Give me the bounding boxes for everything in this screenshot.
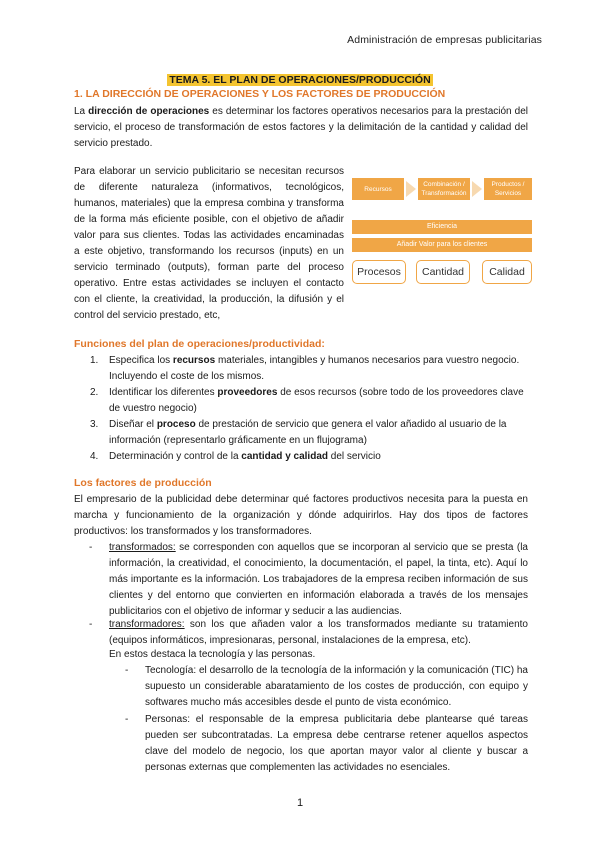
arrow-right-icon (472, 181, 482, 197)
factor-transformed-text: se corresponden con aquellos que se incorporan al servicio que se presta (la información, la creatividad, el conocimiento, la documentación, el papel, la tinta, etc). Aquí lo más importante es la información. Los trabajadores de la empresa reciben información de sus clientes y del entorno que convierten en información elaborada a través de los mensajes publicitarios con el objetivo de informar y seducir a las audiencias. (109, 542, 528, 617)
diagram-step-transformation: Combinación / Transformación (418, 178, 470, 200)
factor-transformers-text: son los que añaden valor a los transformados mediante su tratamiento (equipos informáticos, impresionaras, personal, instalaciones de la empresa, etc). (109, 619, 528, 646)
list-text-pre: Diseñar el (109, 419, 157, 430)
running-header: Administración de empresas publicitarias (347, 34, 542, 46)
list-number: 4. (90, 451, 99, 462)
intro-bold-term: dirección de operaciones (88, 106, 210, 117)
list-text-pre: Especifica los (109, 355, 173, 366)
diagram-box-processes: Procesos (352, 260, 406, 284)
arrow-right-icon (406, 181, 416, 197)
list-text-post: materiales, intangibles y humanos necesarios para vuestro negocio. Incluyendo el coste de los mismos. (109, 355, 520, 382)
technology-text: Tecnología: el desarrollo de la tecnología de la información y la comunicación (TIC) ha supuesto un considerable abaratamiento de los costes de producción, con equipo y softwares mucho más accesibles desde el punto de vista económico. (145, 665, 528, 708)
list-text-pre: Identificar los diferentes (109, 387, 218, 398)
diagram-step-resources: Recursos (352, 178, 404, 200)
list-text-post: de esos recursos (sobre todo de los proveedores clave de vuestro negocio) (109, 387, 524, 414)
intro-post: es determinar los factores operativos necesarios para la prestación del servicio, el proceso de transformación de estos factores y la delimitación de la cantidad y calidad del servicio prestado. (74, 106, 528, 149)
diagram-box-quality: Calidad (482, 260, 532, 284)
process-paragraph: Para elaborar un servicio publicitario se necesitan recursos de diferente naturaleza (informativos, tecnológicos, humanos, materiales) que la empresa combina y transforma de la forma más eficiente posible, con el objetivo de añadir valor para sus clientes. Todas las actividades encaminadas a este objetivo, transformando los recursos (inputs) en un servicio terminado (outputs), forman parte del proceso operativo. Entre estas actividades se incluyen el contacto con el cliente, la creatividad, la producción, la difusión y el control del servicio prestado, etc, (74, 166, 344, 321)
list-number: 2. (90, 387, 99, 398)
list-text-pre: Determinación y control de la (109, 451, 242, 462)
diagram-box-quantity: Cantidad (416, 260, 470, 284)
factor-transformers-note: En estos destaca la tecnología y las personas. (109, 649, 316, 660)
list-text-bold: proveedores (217, 387, 278, 398)
factor-transformers (89, 617, 528, 649)
topic-title-highlight: TEMA 5. EL PLAN DE OPERACIONES/PRODUCCIÓN (169, 74, 431, 86)
diagram-bar-efficiency: Eficiencia (352, 220, 532, 234)
list-number: 3. (90, 419, 99, 430)
list-item (90, 353, 529, 385)
functions-title: Funciones del plan de operaciones/productividad: (74, 338, 325, 350)
factor-transformed-label: transformados: (109, 542, 176, 553)
factors-intro: El empresario de la publicidad debe determinar qué factores productivos necesita para la puesta en marcha y funcionamiento de la organización y dónde adquirirlos. Hay dos tipos de factores productivos: los transformados y los transformadores. (74, 494, 528, 537)
list-text-bold: cantidad y calidad (241, 451, 328, 462)
factor-transformed (89, 540, 528, 620)
list-text-post: del servicio (328, 451, 381, 462)
topic-title (0, 74, 600, 86)
factor-transformers-label: transformadores: (109, 619, 185, 630)
technology-item (125, 663, 528, 711)
intro-paragraph (74, 104, 528, 152)
list-number: 1. (90, 355, 99, 366)
intro-pre: La (74, 106, 89, 117)
section-title: 1. LA DIRECCIÓN DE OPERACIONES Y LOS FACTORES DE PRODUCCIÓN (74, 88, 446, 100)
list-item (90, 417, 529, 449)
diagram-bar-value: Añadir Valor para los clientes (352, 238, 532, 252)
people-text: Personas: el responsable de la empresa publicitaria debe plantearse qué tareas pueden ser subcontratadas. La empresa debe centrarse retener aquellos aspectos clave del modelo de negocio, los que aportan mayor valor al cliente y buscar a personas externas que complementen las actividades no esenciales. (145, 714, 528, 773)
page-number: 1 (296, 797, 304, 809)
dash-bullet: - (89, 619, 93, 630)
list-text-post: de prestación de servicio que genera el valor añadido al usuario de la información (representarlo gráficamente en un flujograma) (109, 419, 507, 446)
diagram-step-products: Productos / Servicios (484, 178, 532, 200)
factors-title: Los factores de producción (74, 477, 212, 489)
list-item (90, 449, 529, 465)
dash-bullet: - (125, 714, 129, 725)
list-text-bold: recursos (172, 355, 216, 366)
operations-diagram (352, 168, 532, 292)
list-text-bold: proceso (156, 419, 196, 430)
people-item (125, 712, 528, 776)
dash-bullet: - (125, 665, 129, 676)
list-item (90, 385, 529, 417)
dash-bullet: - (89, 542, 93, 553)
